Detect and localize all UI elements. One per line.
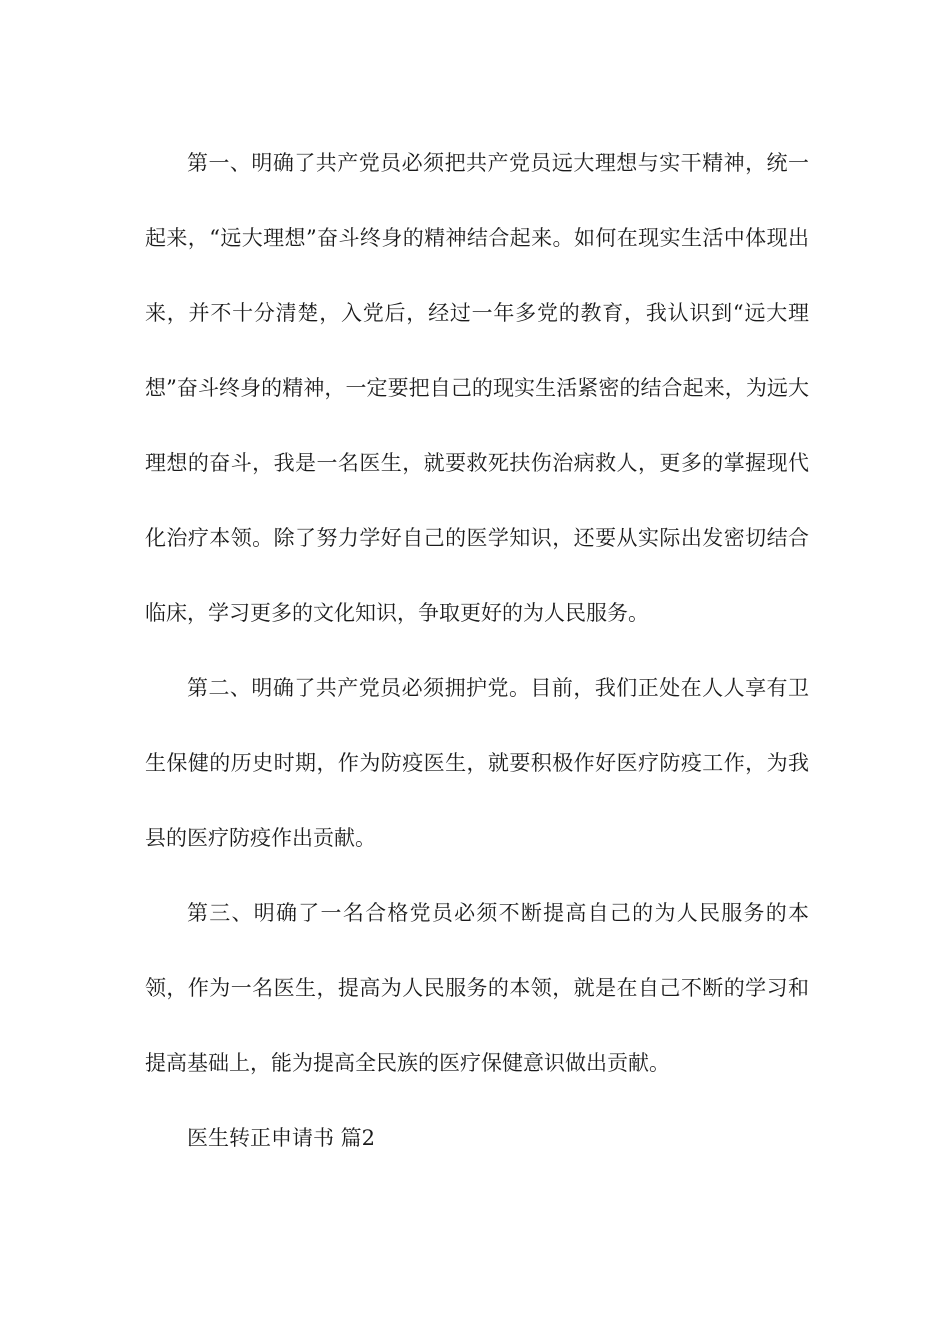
paragraph-second: 第二、明确了共产党员必须拥护党。目前，我们正处在人人享有卫生保健的历史时期，作为防疫医生，就要积极作好医疗防疫工作，为我县的医疗防疫作出贡献。 xyxy=(145,676,809,850)
document-body xyxy=(145,126,809,1176)
paragraph-third: 第三、明确了一名合格党员必须不断提高自己的为人民服务的本领，作为一名医生，提高为人民服务的本领，就是在自己不断的学习和提高基础上，能为提高全民族的医疗保健意识做出贡献。 xyxy=(145,901,809,1075)
section-heading: 医生转正申请书 篇2 xyxy=(187,1126,376,1150)
paragraph-first: 第一、明确了共产党员必须把共产党员远大理想与实干精神，统一起来，“远大理想”奋斗终身的精神结合起来。如何在现实生活中体现出来，并不十分清楚，入党后，经过一年多党的教育，我认识到“远大理想”奋斗终身的精神，一定要把自己的现实生活紧密的结合起来，为远大理想的奋斗，我是一名医生，就要救死扶伤治病救人，更多的掌握现代化治疗本领。除了努力学好自己的医学知识，还要从实际出发密切结合临床，学习更多的文化知识，争取更好的为人民服务。 xyxy=(145,151,809,625)
